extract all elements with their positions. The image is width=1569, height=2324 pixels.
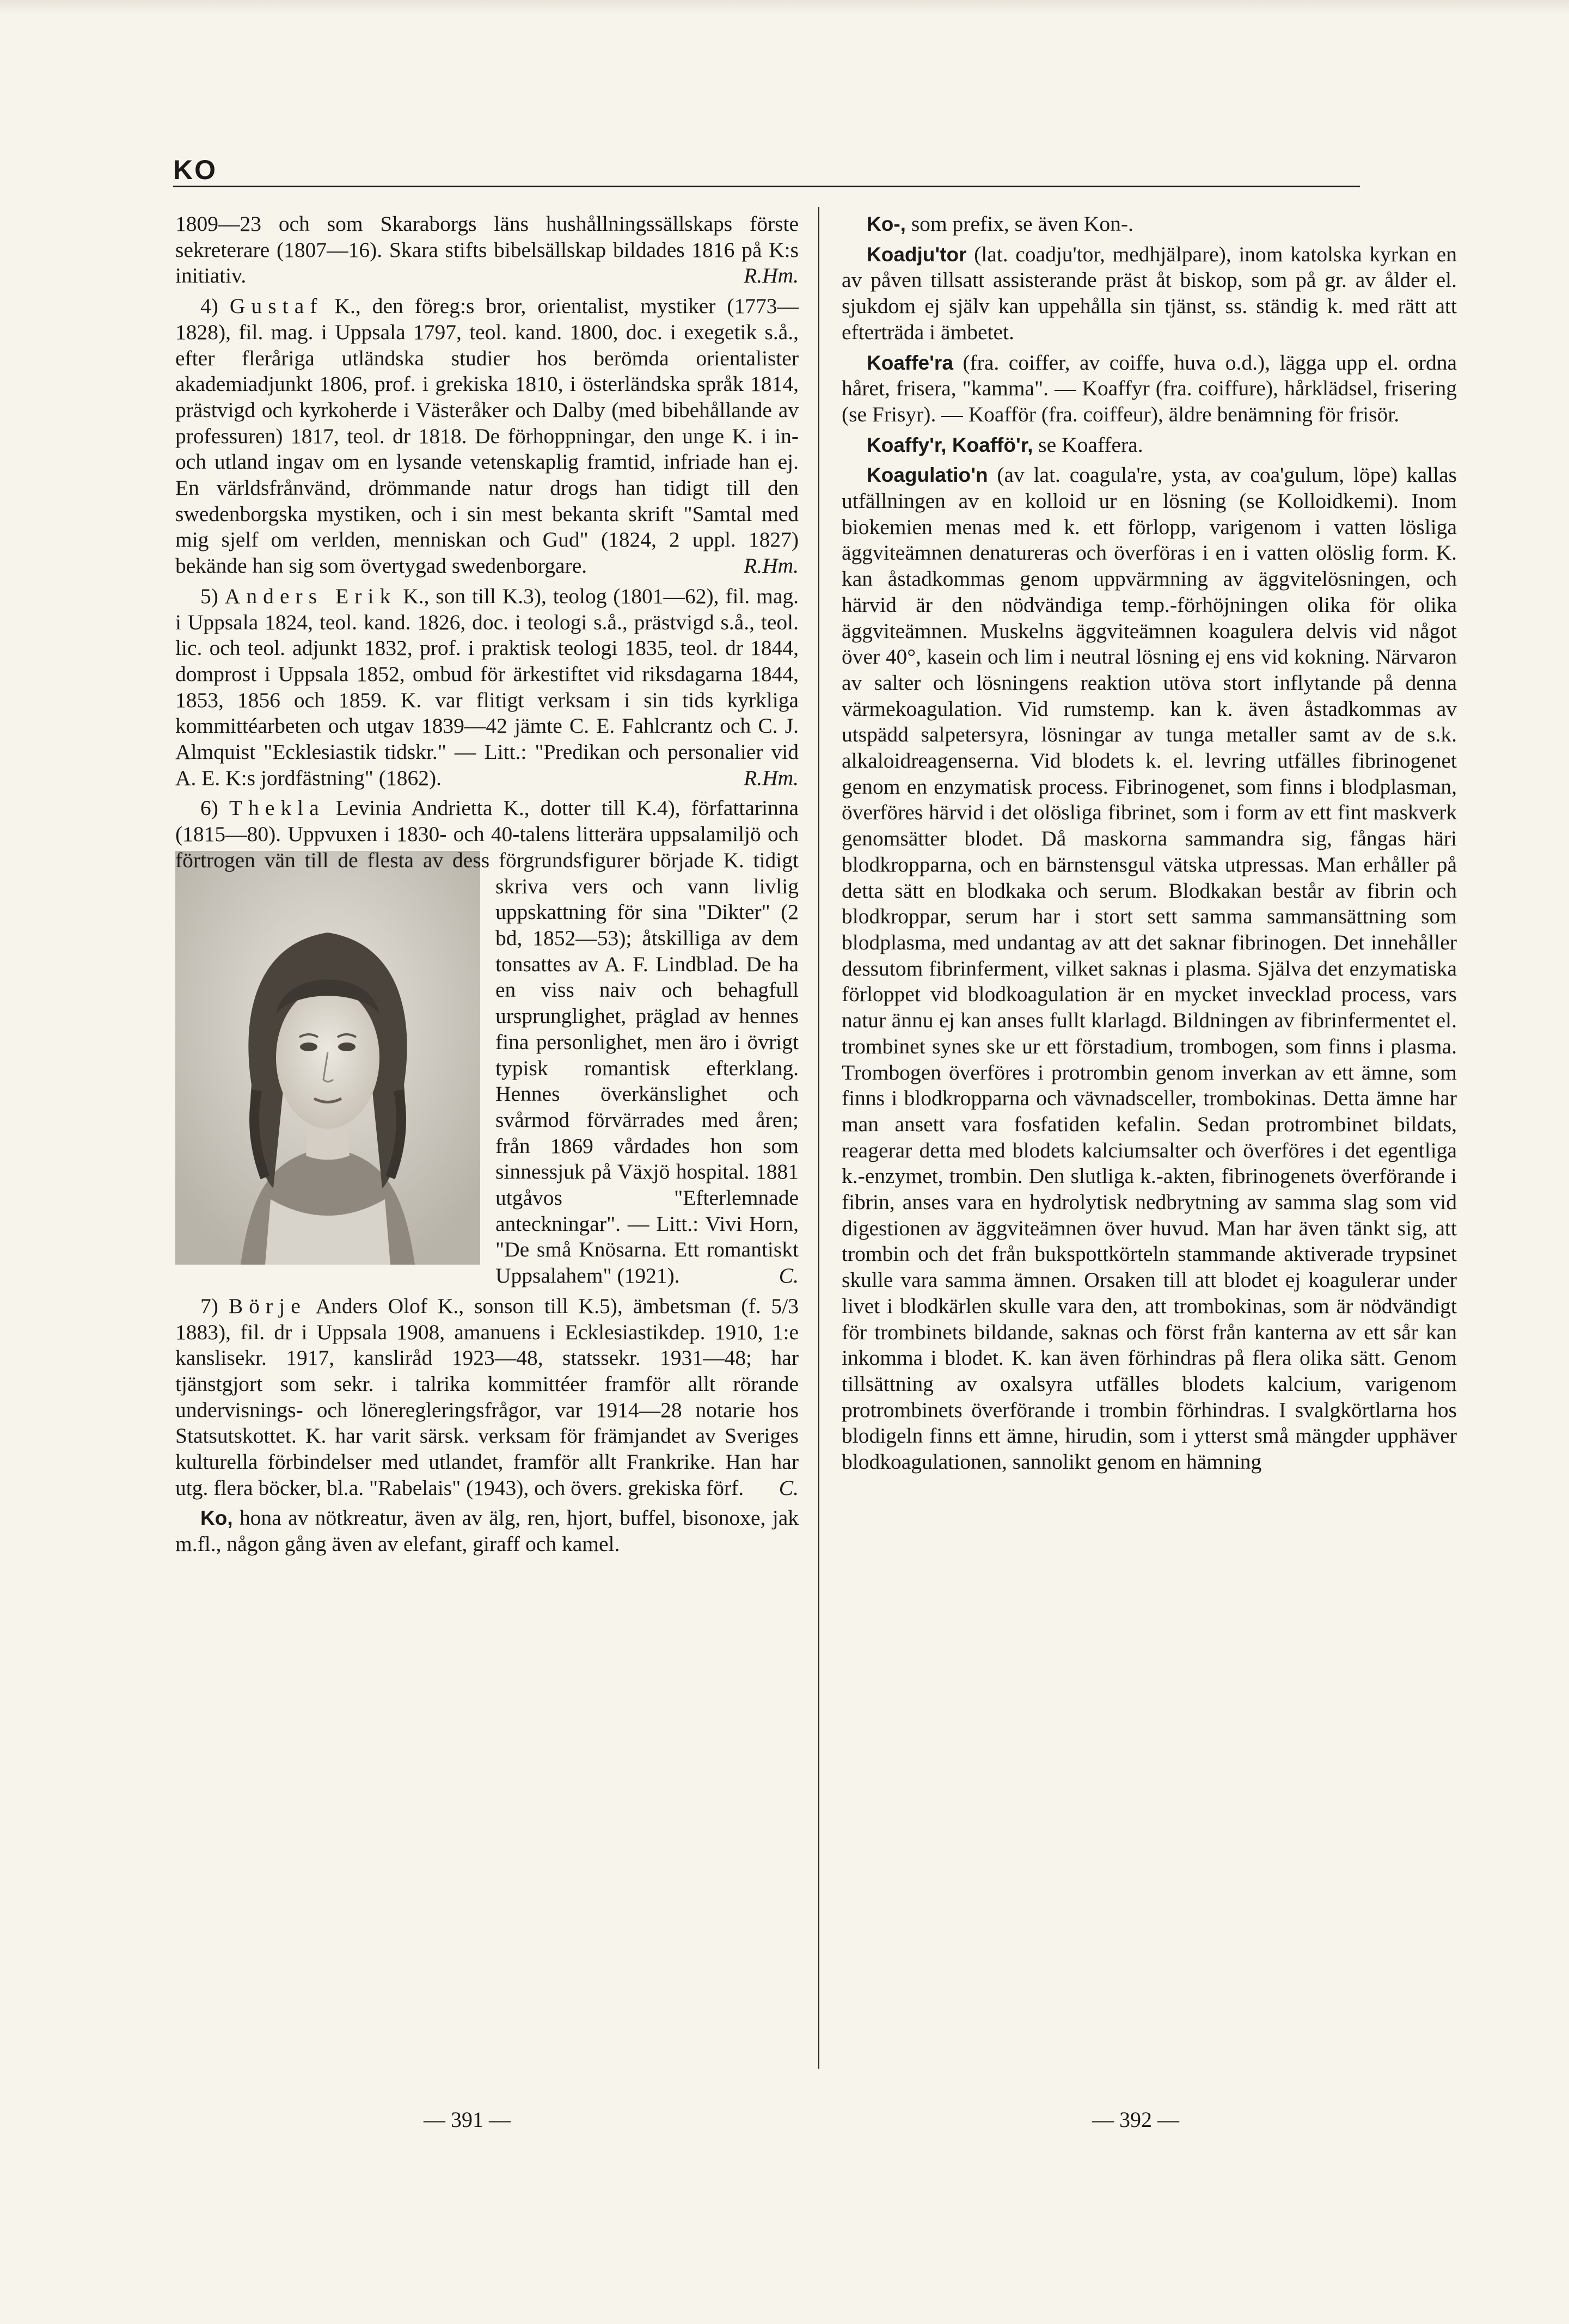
- author-signature: R.Hm.: [744, 554, 799, 578]
- person-name: Anders Erik: [224, 584, 397, 608]
- entry-headword: Koagulatio'n: [867, 464, 988, 487]
- person-name: Börje: [228, 1293, 307, 1318]
- entry-number: 6): [200, 796, 229, 820]
- entry-paragraph: [842, 242, 1457, 346]
- entry-paragraph: [175, 1293, 799, 1501]
- page-number-right: — 392 —: [1092, 2107, 1179, 2132]
- author-signature: R.Hm.: [744, 765, 799, 790]
- entry-paragraph: [842, 462, 1457, 1475]
- entry-text: vän till de flesta av dess förgrundsfigurer började K. tidigt skriva vers och vann livlig uppskattning för sina "Dikter" (2 bd, 1852—53); åtskilliga av dem tonsattes av A. F. Lindblad. De ha en viss naiv och behagfull ursprunglighet, präglad av hennes fina personlighet, men äro i övrigt typisk romantisk efterklang. Hennes överkänslighet och svårmod förvärrades med åren; från 1869 vårdades hon som sinnessjuk på Växjö hospital. 1881 utgåvos "Efterlemnade anteckningar". — Litt.: Vivi Horn, "De små Knösarna. Ett romantiskt Uppsalahem" (1921).: [264, 848, 799, 1288]
- right-column: [842, 211, 1457, 1480]
- entry-text: (lat. coadju'tor, medhjälpare), inom katolska kyrkan en av påven tillsatt assisterande präst åt biskop, som på gr. av ålder el. sjukdom ej själv kan uppehålla sin tjänst, ss. ständig k. med rätt att efterträda i ämbetet.: [842, 242, 1457, 344]
- person-name: Thekla: [229, 796, 325, 820]
- entry-paragraph: [842, 211, 1457, 237]
- entry-text: se Koaffera.: [1033, 432, 1143, 457]
- entry-headword: Koaffy'r, Koaffö'r,: [867, 433, 1033, 456]
- entry-paragraph: [175, 584, 799, 792]
- entry-paragraph: [842, 350, 1457, 428]
- entry-text: 1809—23 och som Skaraborgs läns hushållningssällskaps förste sekreterare (1807—16). Skara stifts bibelsällskap bildades 1816 på K:s initiativ.: [175, 212, 799, 288]
- entry-headword: Ko,: [200, 1507, 233, 1530]
- entry-headword: Ko-,: [867, 213, 906, 235]
- entry-paragraph: [175, 293, 799, 579]
- portrait-image: [175, 851, 480, 1265]
- author-signature: C.: [779, 1475, 799, 1500]
- entry-paragraph: [175, 1505, 799, 1557]
- entry-text: Anders Olof K., sonson till K.5), ämbetsman (f. 5/3 1883), fil. dr i Uppsala 1908, amanuens i Ecklesiastikdep. 1910, 1:e kanslisekr. 1917, kanslіråd 1923—48, statssekr. 1931—48; har tjänstgjort som sekr. i talrika kommittéer framför allt rörande undervisnings- och löneregleringsfrågor, var 1914—28 notarie hos Statsutskottet. K. har varit särsk. verksam för främjandet av Sveriges kulturella förbindelser med utlandet, framför allt Frankrike. Han har utg. flera böcker, bl.a. "Rabelais" (1943), och övers. grekiska förf.: [175, 1293, 799, 1500]
- person-name: Gustaf: [229, 294, 323, 318]
- entry-text: (fra. coiffer, av coiffe, huva o.d.), lägga upp el. ordna håret, frisera, "kamma". — Koaffyr (fra. coiffure), hårklädsel, frisering (se Frisyr). — Koafför (fra. coiffeur), äldre benämning för frisör.: [842, 350, 1457, 426]
- entry-headword: Koaffe'ra: [867, 351, 953, 374]
- entry-paragraph: [175, 795, 799, 1289]
- entry-text: som prefix, se även Kon-.: [905, 212, 1133, 236]
- entry-paragraph: [842, 432, 1457, 458]
- entry-text: Levinia Andrietta K., dotter till K.4), författarinna (1815—80). Uppvuxen i 1830- och 40-talens litterära uppsalamiljö och förtrogen: [175, 796, 799, 872]
- header-rule: [173, 186, 1360, 187]
- entry-text: K., son till K.3), teolog (1801—62), fil. mag. i Uppsala 1824, teol. kand. 1826, doc. i teologi s.å., prästvigd s.å., teol. lic. och teol. adjunkt 1832, prof. i praktisk teologi 1835, teol. dr 1844, domprost i Uppsala 1852, ombud för ärkestiftet vid riksdagarna 1844, 1853, 1856 och 1859. K. var flitigt verksam i sin tids kyrkliga kommittéarbeten och utgav 1839—42 jämte C. E. Fahlcrantz och C. J. Almquist "Ecklesiastik tidskr." — Litt.: "Predikan och personalier vid A. E. K:s jordfästning" (1862).: [175, 584, 799, 790]
- entry-text: K., den föreg:s bror, orientalist, mystiker (1773—1828), fil. mag. i Uppsala 1797, teol. kand. 1800, doc. i exegetik s.å., efter fleråriga utländska studier hos berömda orientalister akademiadjunkt 1806, prof. i grekiska 1810, i österländska språk 1814, prästvigd och kyrkoherde i Västeråker och Dalby (med bibehållande av professuren) 1817, teol. dr 1818. De förhoppningar, den unge K. i in- och utland ingav om en lysande vetenskaplig framtid, infriade han ej. En världsfrånvänd, drömmande natur drogs han tidigt till den swedenborgska mystiken, och i sin mest bekanta skrift "Samtal med mig sjelf om verlden, menniskan och Gud" (1824, 2 uppl. 1827) bekände han sig som övertygad swedenborgare.: [175, 294, 799, 578]
- entry-number: 4): [200, 294, 230, 318]
- entry-text: hona av nötkreatur, även av älg, ren, hjort, buffel, bisonoxe, jak m.fl., någon gång även av elefant, giraff och kamel.: [175, 1506, 799, 1556]
- entry-text: (av lat. coagula're, ysta, av coa'gulum, löpe) kallas utfällningen av en kolloid ur en lösning (se Kolloidkemi). Inom biokemien menas med k. ett förlopp, varigenom i vatten lösliga äggviteämnen denatureras och överföras i en i vatten olöslig form. K. kan åstadkommas genom uppvärmning av äggvitelösningen, och härvid är den nödvändiga temp.-förhöjningen olika för olika äggviteämnen. Muskelns äggviteämnen koagulera delvis vid något över 40°, kasein och lim i neutral lösning ej ens vid kokning. Närvaron av salter och lösningens reaktion utöva stort inflytande på denna värmekoagulation. Vid rumstemp. kan k. även åstadkommas av utspädd salpetersyra, lösningar av tunga metaller samt av de s.k. alkaloidreagenserna. Vid blodets k. el. levring utfälles fibrinogenet genom en enzymatisk process. Fibrinogenet, som finns i blodplasman, överföres härvid i det olösliga fibrinet, som i form av ett fint maskverk genomsätter blodet. Då maskorna sammandra sig, fångas häri blodkropparna, och en bärnstensgul vätska utpressas. Man erhåller på detta sätt en blodkaka och serum. Blodkakan består av fibrin och blodkroppar, serum har i stort sett samma sammansättning som blodplasma, med undantag av att det saknar fibrinogen. Det innehåller dessutom fibrinferment, vilket saknas i plasma. Själva det enzymatiska förloppet vid blodkoagulation är en mycket invecklad process, vars natur ännu ej kan anses fullt klarlagd. Bildningen av fibrinfermentet el. trombinet synes ske ur ett förstadium, trombogen, som finns i plasma. Trombogen överföres i protrombin genom inverkan av ett ämne, som finns i blodkropparna och vävnadsceller, trombokinas. Detta ämne har man ansett vara fosfatiden kefalin. Sedan protrombinet bildats, reagerar detta med blodets kalciumsalter och överföres i det egentliga k.-enzymet, trombin. Den slutliga k.-akten, fibrinogenets överförande i fibrin, anses vara en hydrolytisk nedbrytning av samma slag som vid digestionen av äggviteämnen över huvud. Man har även tänkt sig, att trombin och det från bukspottkörteln stammande aktiverade trypsinet skulle vara samma ämnen. Orsaken till att blodet ej koagulerar under livet i blodkärlen skulle vara den, att trombokinas, som är nödvändigt för trombinets bildande, saknas och först från kanterna av ett sår kan inkomma i blodet. K. kan även förhindras på flera olika sätt. Genom tillsättning av oxalsyra utfälles blodets kalcium, varigenom protrombinets överförande i trombin förhindras. I svalgkörtlarna hos blodigeln finns ett ämne, hirudin, som i ytterst små mängder upphäver blodkoagulationen, sannolikt genom en hämning: [842, 463, 1457, 1474]
- running-head: KO: [173, 155, 217, 185]
- author-signature: R.Hm.: [744, 263, 799, 288]
- author-signature: C.: [779, 1264, 799, 1288]
- entry-paragraph: [175, 211, 799, 289]
- entry-headword: Koadju'tor: [867, 243, 967, 266]
- entry-number: 5): [200, 584, 225, 608]
- left-column: [175, 211, 799, 1562]
- column-divider: [818, 207, 819, 2069]
- page-top-edge: [0, 0, 1569, 14]
- page-number-left: — 391 —: [424, 2107, 511, 2132]
- entry-number: 7): [200, 1293, 229, 1318]
